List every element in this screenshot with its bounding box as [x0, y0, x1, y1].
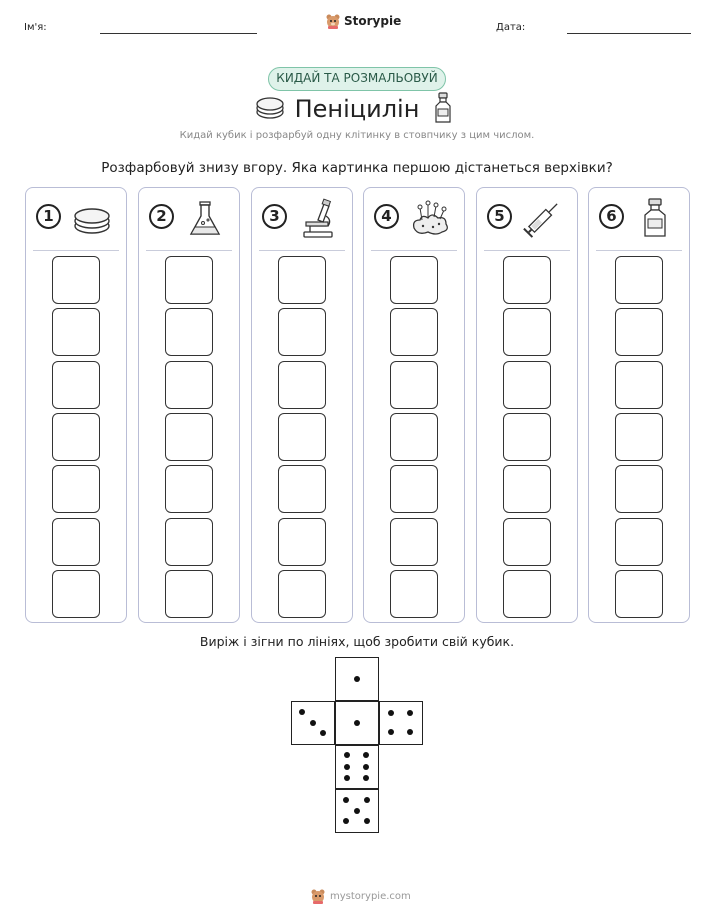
die-pip [354, 720, 360, 726]
color-cell[interactable] [615, 308, 663, 356]
die-pip [364, 797, 370, 803]
dice-column-6 [588, 187, 690, 623]
brand-name: Storypie [344, 14, 402, 28]
dice-column-1 [25, 187, 127, 623]
mold-icon [408, 196, 452, 240]
column-number: 5 [487, 204, 512, 229]
color-cell[interactable] [165, 570, 213, 618]
die-pip [320, 730, 326, 736]
die-pip [388, 729, 394, 735]
brand-logo [325, 13, 401, 29]
column-number: 4 [374, 204, 399, 229]
dice-column-2 [138, 187, 240, 623]
color-cell[interactable] [503, 256, 551, 304]
color-cell[interactable] [503, 413, 551, 461]
syringe-icon [521, 196, 565, 240]
column-divider [33, 250, 119, 251]
color-cell[interactable] [390, 570, 438, 618]
color-cell[interactable] [278, 308, 326, 356]
die-face-3 [291, 701, 335, 745]
vial-icon [432, 92, 454, 124]
activity-badge: КИДАЙ ТА РОЗМАЛЬОВУЙ [268, 67, 446, 91]
instruction-question: Розфарбовуй знизу вгору. Яка картинка першою дістанеться верхівки? [101, 160, 613, 176]
color-cell[interactable] [615, 518, 663, 566]
vial-icon [633, 196, 677, 240]
die-face-1 [335, 701, 379, 745]
footer-url: mystorypie.com [330, 890, 411, 902]
die-pip [344, 764, 350, 770]
column-divider [484, 250, 570, 251]
die-pip [363, 752, 369, 758]
die-pip [407, 710, 413, 716]
color-cell[interactable] [52, 361, 100, 409]
column-number: 3 [262, 204, 287, 229]
die-pip [343, 818, 349, 824]
date-label: Дата: [496, 22, 526, 33]
color-cell[interactable] [52, 308, 100, 356]
die-pip [388, 710, 394, 716]
die-pip [299, 709, 305, 715]
color-cell[interactable] [278, 570, 326, 618]
column-number: 1 [36, 204, 61, 229]
color-cell[interactable] [503, 465, 551, 513]
color-cell[interactable] [615, 256, 663, 304]
petri-dish-icon [70, 196, 114, 240]
color-cell[interactable] [390, 518, 438, 566]
cut-instruction: Виріж і зігни по лініях, щоб зробити свій кубик. [199, 634, 515, 649]
die-face-1 [335, 657, 379, 701]
die-pip [344, 752, 350, 758]
color-cell[interactable] [278, 256, 326, 304]
color-cell[interactable] [52, 413, 100, 461]
color-cell[interactable] [165, 361, 213, 409]
flask-icon [183, 196, 227, 240]
die-pip [354, 808, 360, 814]
color-cell[interactable] [615, 570, 663, 618]
die-pip [310, 720, 316, 726]
color-cell[interactable] [165, 256, 213, 304]
footer [310, 888, 411, 904]
petri-dish-icon [254, 95, 286, 121]
die-pip [364, 818, 370, 824]
date-line [567, 33, 691, 34]
color-cell[interactable] [390, 256, 438, 304]
column-number: 6 [599, 204, 624, 229]
color-cell[interactable] [52, 570, 100, 618]
color-cell[interactable] [503, 570, 551, 618]
color-cell[interactable] [165, 413, 213, 461]
color-cell[interactable] [503, 361, 551, 409]
column-number: 2 [149, 204, 174, 229]
bear-icon [310, 888, 326, 904]
column-divider [146, 250, 232, 251]
die-pip [343, 797, 349, 803]
dice-column-5 [476, 187, 578, 623]
color-cell[interactable] [615, 361, 663, 409]
color-cell[interactable] [390, 413, 438, 461]
column-divider [259, 250, 345, 251]
die-pip [407, 729, 413, 735]
color-cell[interactable] [165, 518, 213, 566]
color-cell[interactable] [52, 518, 100, 566]
microscope-icon [296, 196, 340, 240]
page-subtitle: Кидай кубик і розфарбуй одну клітинку в стовпчику з цим числом. [179, 130, 535, 141]
dice-column-3 [251, 187, 353, 623]
name-label: Ім'я: [24, 22, 47, 33]
color-cell[interactable] [165, 465, 213, 513]
die-face-6 [335, 745, 379, 789]
bear-icon [325, 13, 341, 29]
color-cell[interactable] [278, 465, 326, 513]
color-cell[interactable] [503, 518, 551, 566]
color-cell[interactable] [390, 361, 438, 409]
dice-column-4 [363, 187, 465, 623]
color-cell[interactable] [615, 465, 663, 513]
color-cell[interactable] [278, 413, 326, 461]
color-cell[interactable] [52, 465, 100, 513]
color-cell[interactable] [390, 465, 438, 513]
page-title: Пеніцилін [294, 95, 420, 123]
color-cell[interactable] [52, 256, 100, 304]
die-face-5 [335, 789, 379, 833]
color-cell[interactable] [390, 308, 438, 356]
name-line [100, 33, 257, 34]
color-cell[interactable] [165, 308, 213, 356]
die-pip [354, 676, 360, 682]
color-cell[interactable] [278, 518, 326, 566]
color-cell[interactable] [278, 361, 326, 409]
color-cell[interactable] [503, 308, 551, 356]
die-pip [363, 764, 369, 770]
die-face-4 [379, 701, 423, 745]
color-cell[interactable] [615, 413, 663, 461]
die-pip [344, 775, 350, 781]
die-pip [363, 775, 369, 781]
column-divider [371, 250, 457, 251]
column-divider [596, 250, 682, 251]
